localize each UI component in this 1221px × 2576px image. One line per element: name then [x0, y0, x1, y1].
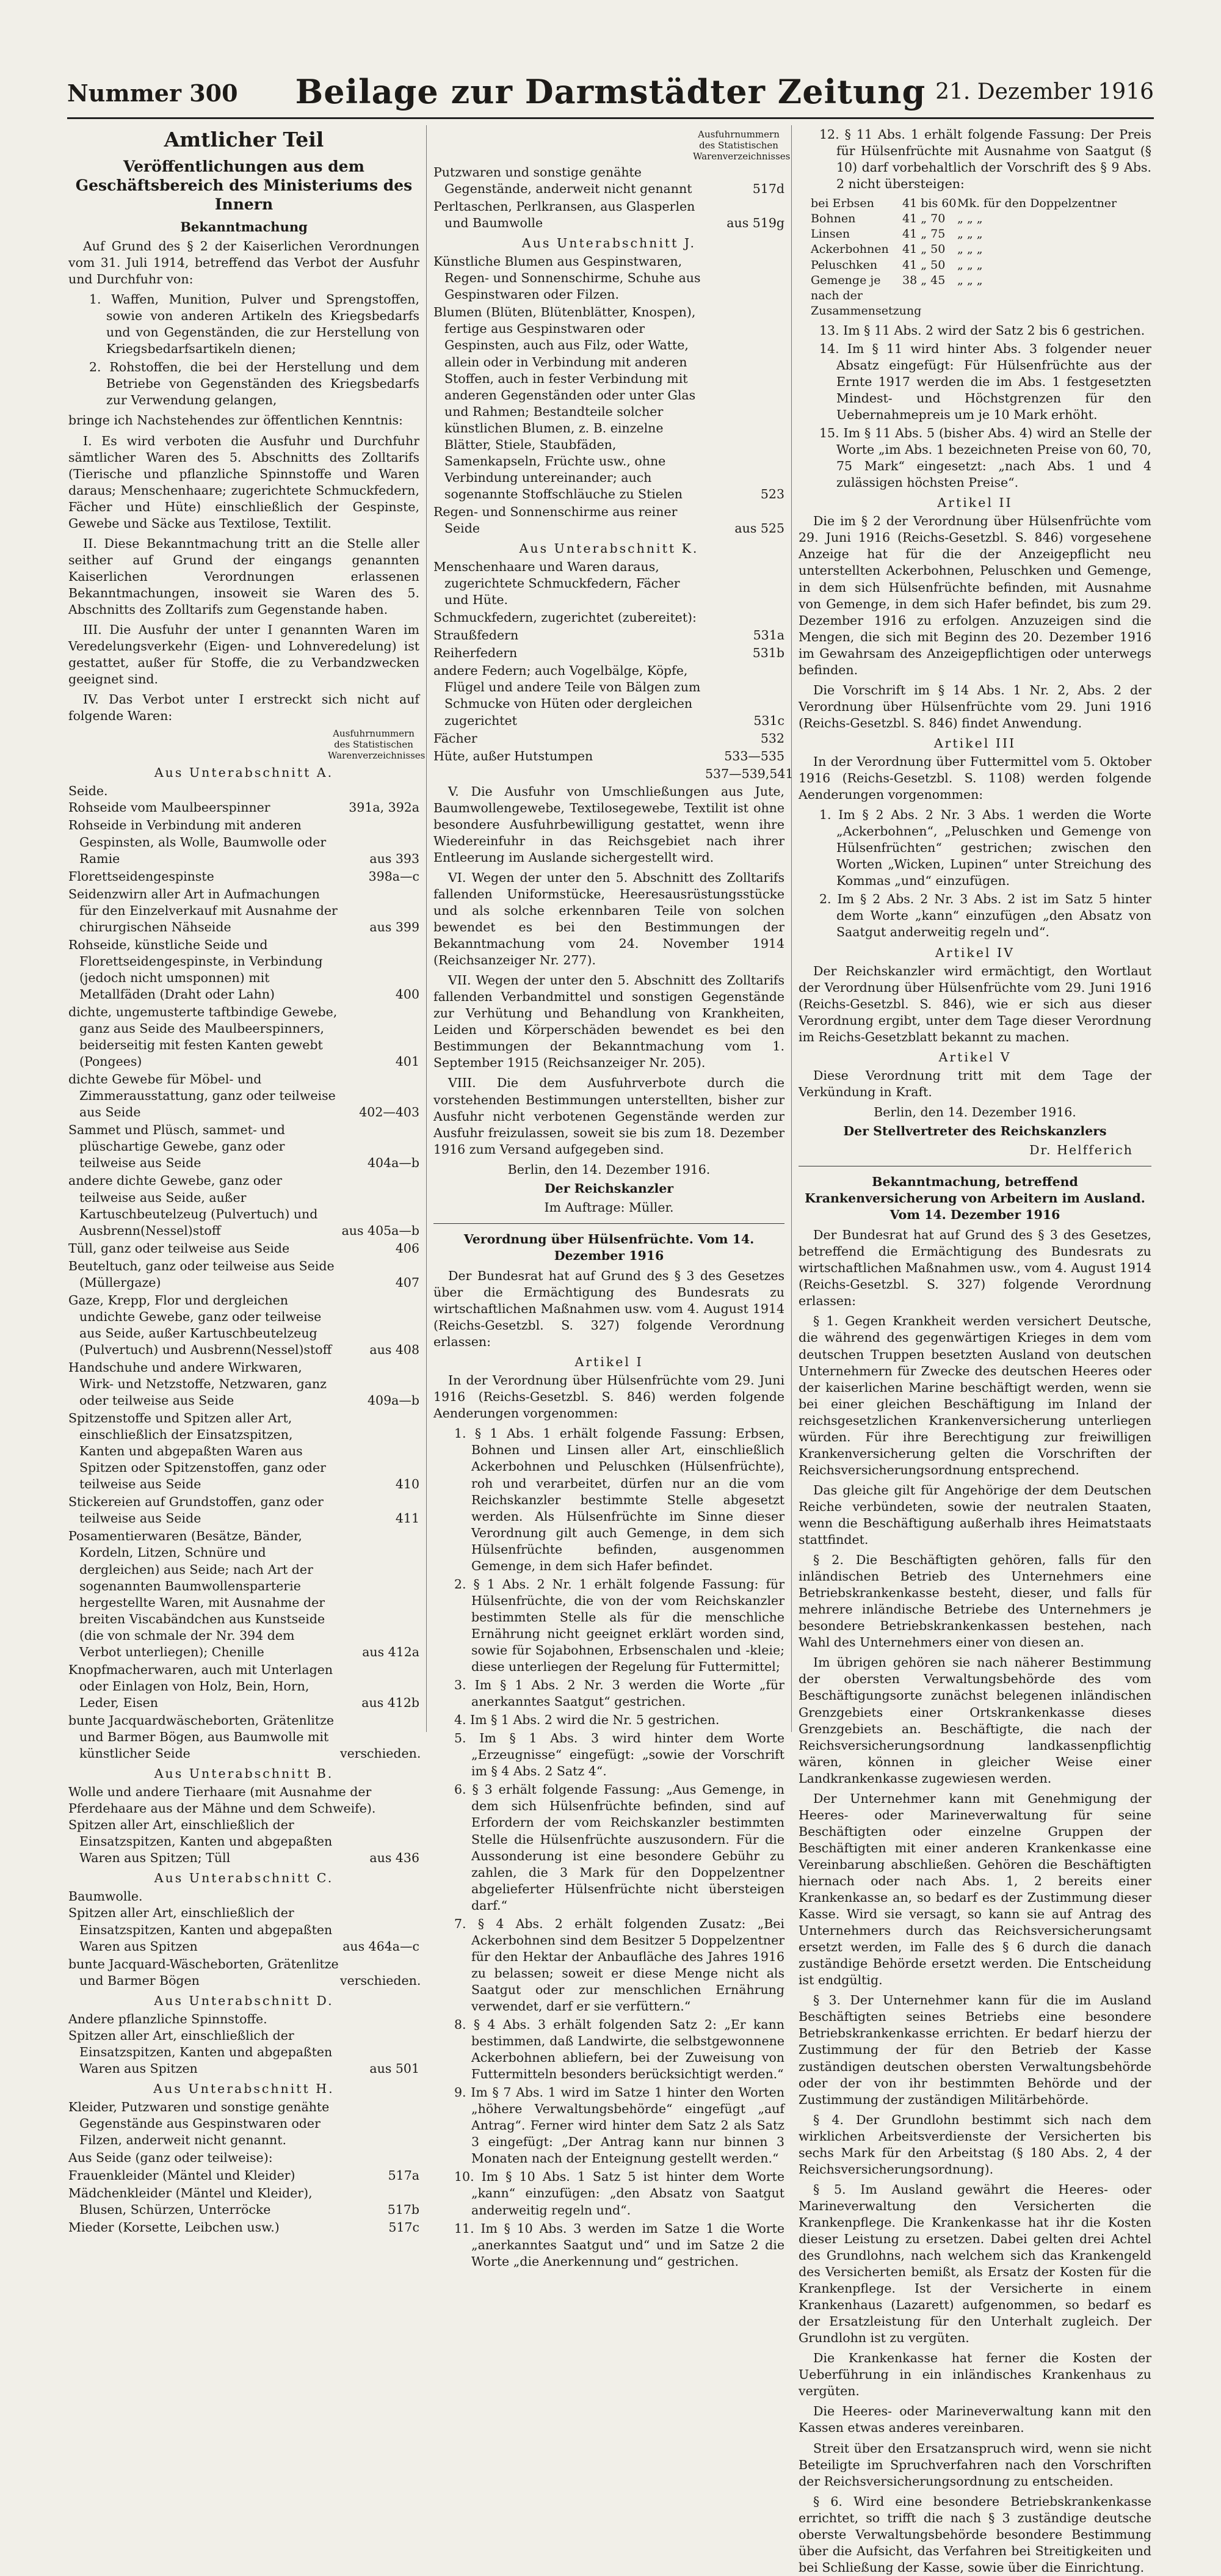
paragraph-group [799, 1313, 1151, 2575]
paragraph: Die Vorschrift im § 14 Abs. 1 Nr. 2, Abs. 2 der Verordnung über Hülsenfrüchte vom 29. Juni 1916 (Reichs-Gesetzbl. S. 846) findet Anwendung. [799, 682, 1151, 730]
goods-description: Aus Seide (ganz oder teilweise): [68, 2150, 273, 2166]
paragraph: Der Bundesrat hat auf Grund des § 3 des Gesetzes, betreffend die Ermächtigung des Bundesrats zu wirtschaftlichen Maßnahmen usw., vom 4. August 1914 (Reichs-Gesetzbl. S. 327) folgende Verordnung erlassen: [799, 1228, 1151, 1309]
signer-title: Der Reichskanzler [544, 1181, 674, 1196]
table-row [433, 663, 784, 729]
export-number: 407 [395, 1275, 419, 1290]
paragraph: In der Verordnung über Hülsenfrüchte vom 29. Juni 1916 (Reichs-Gesetzbl. S. 846) werden folgende Aenderungen vorgenommen: [433, 1373, 784, 1421]
goods-description: bunte Jacquard-Wäscheborten, Grätenlitze und Barmer Bögen [68, 1956, 339, 1988]
goods-description: Fächer [433, 730, 477, 746]
list-item: 2. § 1 Abs. 2 Nr. 1 erhält folgende Fassung: für Hülsenfrüchte, die von der vom Reichskanzler bestimmten Stelle als für die menschliche Ernährung nicht geeignet erklärt worden sind, sowie für Sojabohnen, Erbsenschalen und -kleie; diese unterliegen der Regelung für Futtermittel; [454, 1576, 784, 1675]
list-item: 5. Im § 1 Abs. 3 wird hinter dem Worte „Erzeugnisse“ eingefügt: „sowie der Vorschrift im § 4 Abs. 2 Satz 4“. [454, 1731, 784, 1779]
price-cell: 41 „ 75 [902, 227, 946, 241]
goods-description: Tüll, ganz oder teilweise aus Seide [68, 1240, 290, 1256]
price-cell: „ „ „ [957, 227, 983, 241]
goods-table-c [68, 1905, 419, 1988]
goods-description: Reiherfedern [433, 646, 518, 661]
price-cell: „ „ „ [957, 258, 983, 272]
price-cell: Mk. für den Doppelzentner [957, 197, 1117, 211]
table-row [68, 1258, 419, 1291]
table-row [433, 609, 784, 626]
table-row [68, 2219, 419, 2236]
paragraph: V. Die Ausfuhr von Umschließungen aus Jute, Baumwollengewebe, Textilosegewebe, Textilit ist ohne besondere Ausfuhrbewilligung gestattet, wenn ihre Wiedereinfuhr in das Reichsgebiet nach ihrer Entleerung im Auslande sichergestellt wird. [433, 784, 784, 865]
table-row [68, 1956, 419, 1989]
goods-description: Perltaschen, Perlkransen, aus Glasperlen und Baumwolle [433, 199, 695, 231]
export-number: 531a [753, 628, 784, 643]
paragraph: Die Krankenkasse hat ferner die Kosten der Ueberführung in ein inländisches Krankenhaus zu vergüten. [799, 2351, 1151, 2399]
table-row [433, 645, 784, 661]
table-row [433, 730, 784, 747]
price-cell: 41 „ 50 [902, 242, 946, 257]
column-header-text: Ausfuhrnummern des Statistischen Warenverzeichnisses [328, 728, 426, 762]
paragraph: VIII. Die dem Ausfuhrverbote durch die vorstehenden Bestimmungen unterstellten, bisher zur Ausfuhr nicht verbotenen Gegenstände werden zur Ausfuhr freizulassen, soweit sie bis zum 18. Dezember 1916 zum Versand aufgegeben sind. [433, 1075, 784, 1157]
goods-description: Spitzen aller Art, einschließlich der Einsatzspitzen, Kanten und abgepaßten Waren aus Spitzen; Tüll [68, 1817, 333, 1866]
goods-table-h [68, 2099, 419, 2236]
export-number: aus 405a—b [341, 1223, 419, 1238]
export-number: 398a—c [368, 868, 419, 884]
price-cell: 41 „ 50 [902, 258, 946, 272]
subsection-heading: Aus Unterabschnitt D. [154, 1993, 334, 2008]
list-item: 2. Rohstoffen, die bei der Herstellung und dem Betriebe von Gegenständen des Kriegsbedarfs zur Verwendung gelangen, [89, 360, 419, 408]
paragraph: IV. Das Verbot unter I erstreckt sich nicht auf folgende Waren: [68, 692, 419, 724]
paragraph: § 2. Die Beschäftigten gehören, falls für den inländischen Betrieb des Unternehmers eine Betriebskrankenkasse besteht, dieser, und falls für mehrere inländische Betriebe des Unternehmers je besondere Betriebskrankenkassen bestehen, nach Wahl des Unternehmers einer von diesen an. [799, 1552, 1151, 1650]
table-row [68, 1410, 419, 1493]
table-row [68, 817, 419, 867]
goods-description: andere dichte Gewebe, ganz oder teilweise aus Seide, außer Kartuschbeutelzeug (Pulvertuch) und Ausbrenn(Nessel)stoff [68, 1173, 318, 1238]
paragraph: I. Es wird verboten die Ausfuhr und Durchfuhr sämtlicher Waren des 5. Abschnitts des Zolltarifs (Tierische und pflanzliche Spinnstoffe und Waren daraus; Menschenhaare; zugerichtete Schmuckfedern, Fächer und Hüte) einschließlich der Gespinste, Gewebe und Säcke aus Textilose, Textilit. [68, 433, 419, 531]
table-row [68, 1528, 419, 1660]
goods-description: Schmuckfedern, zugerichtet (zubereitet): [433, 610, 697, 625]
list-item: 1. Im § 2 Abs. 2 Nr. 3 Abs. 1 werden die Worte „Ackerbohnen“, „Peluschken und Gemenge von Hülsenfrüchten“ gestrichen; zwischen den Worten „Wicken, Lupinen“ unter Streichung des Kommas „und“ einzufügen. [819, 807, 1151, 889]
list-item: 1. § 1 Abs. 1 erhält folgende Fassung: Erbsen, Bohnen und Linsen aller Art, einschließlich Ackerbohnen und Peluschken (Hülsenfrüchte), roh und verarbeitet, dürfen nur an die vom Reichskanzler bestimmte Stelle abgesetzt werden. Als Hülsenfrüchte im Sinne dieser Verordnung gilt auch Gemenge, in dem sich Hülsenfrüchte befinden, ausgenommen Gemenge, in dem sich Hafer befindet. [454, 1426, 784, 1573]
table-row [433, 304, 784, 503]
goods-description: Stickereien auf Grundstoffen, ganz oder teilweise aus Seide [68, 1494, 324, 1526]
goods-description: andere Federn; auch Vogelbälge, Köpfe, Flügel und andere Teile von Bälgen zum Schmucke von Hüten oder dergleichen zugerichtet [433, 663, 701, 728]
paragraph: Der Bundesrat hat auf Grund des § 3 des Gesetzes über die Ermächtigung des Bundesrats zu wirtschaftlichen Maßnahmen usw. vom 4. August 1914 (Reichs-Gesetzbl. S. 327) folgende Verordnung erlassen: [433, 1268, 784, 1350]
goods-description: Rohseide vom Maulbeerspinner [68, 800, 270, 815]
export-number: aus 412a [362, 1644, 419, 1659]
table-row [68, 2167, 419, 2184]
goods-table-h-cont [433, 164, 784, 231]
price-cell: „ „ „ [957, 242, 983, 257]
goods-description: Knopfmacherwaren, auch mit Unterlagen oder Einlagen von Holz, Bein, Horn, Leder, Eisen [68, 1662, 333, 1710]
goods-description: Seidenzwirn aller Art in Aufmachungen für den Einzelverkauf mit Ausnahme der chirurgischen Nähseide [68, 886, 338, 934]
subsection-heading: Aus Unterabschnitt C. [154, 1871, 334, 1886]
goods-description: Hüte, außer Hutstumpen [433, 748, 593, 763]
masthead-rule [67, 117, 1154, 119]
section-title: Amtlicher Teil [164, 128, 324, 151]
price-row [811, 196, 1151, 211]
export-number: 533—535 [724, 748, 784, 763]
table-row [68, 1662, 419, 1711]
article-number: Artikel V [938, 1049, 1012, 1064]
place-date: Berlin, den 14. Dezember 1916. [874, 1104, 1076, 1119]
list-item: 9. Im § 7 Abs. 1 wird im Satze 1 hinter den Worten „höhere Verwaltungsbehörde“ eingefügt „auf Antrag“. Ferner wird hinter dem Satz 2 als Satz 3 eingefügt: „Der Antrag kann nur binnen 3 Monaten nach der Enteignung gestellt werden.“ [454, 2085, 784, 2166]
export-number: aus 525 [734, 520, 784, 536]
subsection-heading: Aus Unterabschnitt A. [154, 765, 334, 780]
newspaper-title: Beilage zur Darmstädter Zeitung [295, 72, 926, 111]
goods-description: bunte Jacquardwäscheborten, Grätenlitze und Barmer Bögen, aus Baumwolle mit künstlicher Seide [68, 1712, 335, 1761]
category-label: Seide. [68, 784, 108, 799]
table-row [68, 2150, 419, 2166]
paragraph: Der Unternehmer kann mit Genehmigung der Heeres- oder Marineverwaltung für seine Beschäftigten oder einzelne Gruppen der Beschäftigten mit einer anderen Krankenkasse eine Vereinbarung abschließen. Gehören die Beschäftigten hiernach oder nach Abs. 1, 2 bereits einer Krankenkasse an, so bedarf es der Zustimmung dieser Kasse. Wird sie versagt, so kann sie auf Antrag des Unternehmers durch das Reichsversicherungsamt ersetzt werden, im Falle des § 6 durch die danach zuständige Behörde ersetzt werden. Die Entscheidung ist endgültig. [799, 1791, 1151, 1988]
list-item: 15. Im § 11 Abs. 5 (bisher Abs. 4) wird an Stelle der Worte „im Abs. 1 bezeichneten Preise von 60, 70, 75 Mark“ eingesetzt: „nach Abs. 1 und 4 zulässigen höchsten Preise“. [819, 426, 1151, 490]
table-row [68, 1122, 419, 1171]
paragraph: Diese Verordnung tritt mit dem Tage der Verkündung in Kraft. [799, 1068, 1151, 1099]
goods-table-b [68, 1817, 419, 1866]
table-row [68, 1817, 419, 1866]
price-table [811, 196, 1151, 319]
goods-description: Blumen (Blüten, Blütenblätter, Knospen), fertige aus Gespinstwaren oder Gespinsten, auch aus Filz, oder Watte, allein oder in Verbindung mit anderen Stoffen, auch in fester Verbindung mit anderen Gegenständen oder unter Glas und Rahmen; Bestandteile solcher künstlichen Blumen, z. B. einzelne Blätter, Stiele, Staubfäden, Samenkapseln, Früchte usw., ohne Verbindung untereinander; auch sogenannte Stoffschläuche zu Stielen [433, 305, 696, 501]
table-row [68, 1359, 419, 1409]
export-number: 410 [395, 1477, 419, 1492]
column-divider [426, 125, 427, 1732]
export-number: 531c [753, 713, 784, 728]
export-number: 400 [395, 986, 419, 1002]
export-number: aus 393 [369, 851, 419, 866]
price-row [811, 258, 1151, 273]
price-cell: Bohnen [811, 212, 856, 226]
signer-title: Der Stellvertreter des Reichskanzlers [843, 1123, 1107, 1138]
table-row [433, 559, 784, 608]
list-item: 6. § 3 erhält folgende Fassung: „Aus Gemenge, in dem sich Hülsenfrüchte befinden, sind auf Erfordern der vom Reichskanzler bestimmten Stelle die Hülsenfrüchte auszusondern. Für die Aussonderung ist eine besondere Gebühr zu zahlen, die 3 Mark für den Doppelzentner abgelieferter Hülsenfrüchte nicht übersteigen darf.“ [454, 1782, 784, 1913]
export-number: 517b [387, 2202, 419, 2218]
export-number: 517c [388, 2220, 419, 2235]
paragraph: § 3. Der Unternehmer kann für die im Ausland Beschäftigten seines Betriebs eine besondere Betriebskrankenkasse errichten. Er bedarf hierzu der Zustimmung der für den Betrieb der Kasse zuständigen deutschen obersten Verwaltungsbehörde oder der von ihr bestimmten Behörde und der Zustimmung der zuständigen Militärbehörde. [799, 1993, 1151, 2107]
goods-description: Beuteltuch, ganz oder teilweise aus Seide (Müllergaze) [68, 1258, 335, 1290]
price-cell: 41 „ 70 [902, 212, 946, 226]
goods-description: Florettseidengespinste [68, 868, 214, 884]
issue-date: 21. Dezember 1916 [935, 79, 1154, 104]
table-row [68, 1240, 419, 1257]
price-cell: „ „ „ [957, 273, 983, 287]
goods-table-a [68, 799, 419, 1762]
export-number: verschieden. [340, 1746, 421, 1761]
price-cell: „ „ „ [957, 212, 983, 226]
table-row [433, 253, 784, 303]
export-number: aus 399 [369, 919, 419, 934]
numbered-list [454, 1425, 784, 2269]
numbered-list [819, 807, 1151, 941]
goods-description: dichte Gewebe für Möbel- und Zimmerausstattung, ganz oder teilweise aus Seide [68, 1072, 336, 1120]
paragraph: Auf Grund des § 2 der Kaiserlichen Verordnungen vom 31. Juli 1914, betreffend das Verbot der Ausfuhr und Durchfuhr von: [68, 239, 419, 287]
goods-description: Regen- und Sonnenschirme aus reiner Seide [433, 504, 678, 536]
goods-description: Spitzenstoffe und Spitzen aller Art, einschließlich der Einsatzspitzen, Kanten und abgepaßten Waren aus Spitzen oder Spitzenstoffen, ganz oder teilweise aus Seide [68, 1411, 326, 1492]
paragraph: Die Heeres- oder Marineverwaltung kann mit den Kassen etwas anderes vereinbaren. [799, 2404, 1151, 2436]
goods-description: Posamentierwaren (Besätze, Bänder, Kordeln, Litzen, Schnüre und dergleichen) aus Seide; nach Art der sogenannten Baumwollensparterie hergestellte Waren, mit Ausnahme der breiten Viscabändchen aus Kunstseide (die von schmale der Nr. 394 dem Verbot unterliegen); Chenille [68, 1529, 325, 1659]
list-item: 13. Im § 11 Abs. 2 wird der Satz 2 bis 6 gestrichen. [819, 322, 1145, 338]
goods-description: Straußfedern [433, 628, 519, 643]
export-number: aus 408 [369, 1342, 419, 1357]
list-item: 1. Waffen, Munition, Pulver und Sprengstoffen, sowie von anderen Artikeln des Kriegsbedarfs und von Gegenständen, die zur Herstellung von Kriegsbedarfsartikeln dienen; [89, 292, 419, 357]
goods-description: Künstliche Blumen aus Gespinstwaren, Regen- und Sonnenschirme, Schuhe aus Gespinstwaren oder Filzen. [433, 254, 701, 302]
paragraph: VI. Wegen der unter den 5. Abschnitt des Zolltarifs fallenden Uniformstücke, Heeresausrüstungsstücke und als solche erkennbaren Teile von solchen bewendet es bei den Bestimmungen der Bekanntmachung vom 24. November 1914 (Reichsanzeiger Nr. 277). [433, 870, 784, 968]
paragraph: III. Die Ausfuhr der unter I genannten Waren im Veredelungsverkehr (Eigen- und Lohnveredelung) ist gestattet, außer für Stoffe, die zu Verbandzwecken geeignet sind. [68, 622, 419, 687]
column-header-text: Ausfuhrnummern des Statistischen Warenverzeichnisses [693, 129, 791, 162]
subsection-heading: Aus Unterabschnitt H. [153, 2081, 335, 2096]
table-row [68, 1712, 419, 1762]
export-number: 523 [760, 486, 784, 501]
goods-description: Mädchenkleider (Mäntel und Kleider), Blusen, Schürzen, Unterröcke [68, 2186, 313, 2218]
list-item: 8. § 4 Abs. 3 erhält folgenden Satz 2: „Er kann bestimmen, daß Landwirte, die selbstgewonnene Ackerbohnen abliefern, bei der Zuweisung von Futtermitteln besonders berücksichtigt werden.“ [454, 2017, 784, 2082]
subsection-heading: Aus Unterabschnitt J. [521, 236, 697, 251]
table-row [433, 748, 784, 765]
goods-description: Rohseide, künstliche Seide und Florettseidengespinste, in Verbindung (jedoch nicht umsponnen) mit Metallfäden (Draht oder Lahn) [68, 937, 323, 1002]
export-number: 537—539,541 [705, 766, 794, 781]
paragraph: VII. Wegen der unter den 5. Abschnitt des Zolltarifs fallenden Verbandmittel und sonstigen Gegenstände zur Verhütung und Behandlung von Krankheiten, Leiden und Körperschäden bewendet es bei den Bestimmungen der Bekanntmachung vom 1. September 1915 (Reichsanzeiger Nr. 205). [433, 973, 784, 1071]
export-number: 406 [395, 1240, 419, 1256]
goods-table-j [433, 253, 784, 537]
article-title: Verordnung über Hülsenfrüchte. Vom 14. Dezember 1916 [463, 1231, 755, 1263]
goods-description: Putzwaren und sonstige genähte Gegenstände, anderweit nicht genannt [433, 165, 692, 197]
export-number: 409a—b [368, 1393, 419, 1408]
goods-table-k [433, 559, 794, 782]
price-cell: 41 bis 60 [902, 197, 957, 211]
goods-description: Frauenkleider (Mäntel und Kleider) [68, 2168, 295, 2183]
goods-description: Spitzen aller Art, einschließlich der Einsatzspitzen, Kanten und abgepaßten Waren aus Spitzen [68, 1905, 333, 1954]
table-row [68, 886, 419, 936]
article-number: Artikel I [574, 1355, 643, 1370]
subsection-heading: Aus Unterabschnitt B. [154, 1766, 334, 1781]
goods-table-d [68, 2028, 419, 2077]
paragraph: § 1. Gegen Krankheit werden versichert Deutsche, die während des gegenwärtigen Krieges in dem vom deutschen Truppen besetzten Ausland von deutschen Unternehmern für Zwecke des deutschen Heeres oder der kaiserlichen Marine beschäftigt werden, wenn sie bei einer gleichen Beschäftigung im Inland der reichsgesetzlichen Krankenversicherung unterliegen würden. Für ihre Berechtigung zur freiwilligen Krankenversicherung gelten die Vorschriften der Reichsversicherungsordnung entsprechend. [799, 1314, 1151, 1477]
table-row [68, 799, 419, 816]
column-3 [799, 125, 1151, 2575]
article-divider [433, 1223, 784, 1224]
table-row [68, 1292, 419, 1358]
table-row [433, 198, 784, 231]
paragraph: II. Diese Bekanntmachung tritt an die Stelle aller seither auf Grund der eingangs genannten Kaiserlichen Verordnungen erlassenen Bekanntmachungen, insoweit sie Waren des 5. Abschnitts des Zolltarifs zum Gegenstande haben. [68, 536, 419, 617]
paragraph: bringe ich Nachstehendes zur öffentlichen Kenntnis: [68, 413, 403, 428]
paragraph: In der Verordnung über Futtermittel vom 5. Oktober 1916 (Reichs-Gesetzbl. S. 1108) werden folgende Aenderungen vorgenommen: [799, 754, 1151, 802]
list-item: 7. § 4 Abs. 2 erhält folgenden Zusatz: „Bei Ackerbohnen sind dem Besitzer 5 Doppelzentner für den Hektar der Anbaufläche des Jahres 1916 zu belassen; soweit er diese Menge nicht als Saatgut oder zur menschlichen Ernährung verwendet, darf er sie verfüttern.“ [454, 1916, 784, 2014]
export-number: 401 [395, 1054, 419, 1069]
category-label: Andere pflanzliche Spinnstoffe. [68, 2011, 267, 2026]
export-number: aus 412b [361, 1695, 419, 1710]
export-number: 391a, 392a [349, 800, 419, 815]
export-number: 532 [760, 730, 784, 746]
table-row [68, 1494, 419, 1527]
table-row [68, 1004, 419, 1070]
column-1 [68, 125, 426, 2235]
price-row [811, 227, 1151, 242]
list-item: 2. Im § 2 Abs. 2 Nr. 3 Abs. 2 ist im Satz 5 hinter dem Worte „kann“ einzufügen „den Absatz von Saatgut anderweitig regeln und“. [819, 892, 1151, 940]
goods-description: Menschenhaare und Waren daraus, zugerichtete Schmuckfedern, Fächer und Hüte. [433, 559, 680, 608]
article-number: Artikel II [937, 495, 1013, 511]
paragraph: Streit über den Ersatzanspruch wird, wenn sie nicht Beteiligte im Spruchverfahren nach den Vorschriften der Reichsversicherungsordnung zu entscheiden. [799, 2440, 1151, 2489]
goods-description: Mieder (Korsette, Leibchen usw.) [68, 2220, 280, 2235]
table-row [68, 2028, 419, 2077]
goods-description: dichte, ungemusterte taftbindige Gewebe, ganz aus Seide des Maulbeerspinners, beiderseitig mit festen Kanten gewebt (Pongees) [68, 1004, 338, 1069]
price-row [811, 273, 1151, 319]
article-heading: Bekanntmachung [180, 219, 308, 235]
column-header [68, 728, 426, 762]
list-item: 12. § 11 Abs. 1 erhält folgende Fassung: Der Preis für Hülsenfrüchte mit Ausnahme von Saatgut (§ 10) darf vorbehaltlich der Vorschrift des § 9 Abs. 2 nicht übersteigen: [819, 127, 1151, 192]
column-header [433, 129, 791, 162]
export-number: aus 519g [726, 216, 784, 231]
list-item: 11. Im § 10 Abs. 3 werden im Satze 1 die Worte „anerkanntes Saatgut und“ und im Satze 2 die Worte „die Anerkennung und“ gestrichen. [454, 2221, 784, 2269]
goods-description: Sammet und Plüsch, sammet- und plüschartige Gewebe, ganz oder teilweise aus Seide [68, 1122, 285, 1171]
goods-description: Rohseide in Verbindung mit anderen Gespinsten, als Wolle, Baumwolle oder Ramie [68, 818, 327, 866]
numbered-list [819, 126, 1151, 192]
paragraph: Der Reichskanzler wird ermächtigt, den Wortlaut der Verordnung über Hülsenfrüchte vom 29. Juni 1916 (Reichs-Gesetzbl. S. 846), wie er sich aus dieser Verordnung ergibt, unter dem Tage dieser Verordnung im Reichs-Gesetzblatt bekannt zu machen. [799, 963, 1151, 1044]
goods-description: Kleider, Putzwaren und sonstige genähte Gegenstände aus Gespinstwaren oder Filzen, anderweit nicht genannt. [68, 2099, 330, 2148]
export-number: aus 436 [369, 1850, 419, 1866]
table-row [433, 164, 784, 197]
export-number: verschieden. [340, 1973, 421, 1988]
signer-name: Im Auftrage: Müller. [544, 1199, 674, 1215]
column-2 [433, 125, 794, 2269]
list-item: 4. Im § 1 Abs. 2 wird die Nr. 5 gestrichen. [454, 1712, 720, 1728]
paragraph: Im übrigen gehören sie nach näherer Bestimmung der obersten Verwaltungsbehörde des vom Beschäftigungsorte zunächst belegenen inländischen Grenzgebiets einer Ortskrankenkasse dieses Grenzgebiets an. Beschäftigte, die nach der Reichsversicherungsordnung landkassenpflichtig wären, können in gleicher Weise einer Landkrankenkasse zugewiesen werden. [799, 1655, 1151, 1786]
paragraph: Die im § 2 der Verordnung über Hülsenfrüchte vom 29. Juni 1916 (Reichs-Gesetzbl. S. 846) vorgesehene Anzeige hat für die der Anzeigepflicht neu unterstellten Ackerbohnen, Peluschken und Gemenge, in dem sich Hülsenfrüchte befinden, mit Ausnahme von Gemenge, in dem sich Hafer befindet, bis zum 29. Dezember 1916 zu erfolgen. Anzuzeigen sind die Mengen, die sich mit Beginn des 20. Dezember 1916 im Gewahrsam des Anzeigepflichtigen oder unterwegs befinden. [799, 514, 1151, 677]
paragraph: Das gleiche gilt für Angehörige der dem Deutschen Reiche verbündeten, sowie der neutralen Staaten, wenn die Beschäftigung außerhalb ihres Heimatstaats stattfindet. [799, 1482, 1151, 1548]
goods-description: Handschuhe und andere Wirkwaren, Wirk- und Netzstoffe, Netzwaren, ganz oder teilweise aus Seide [68, 1359, 327, 1408]
table-row [433, 627, 784, 644]
export-number: 517a [388, 2168, 419, 2183]
table-row [68, 1173, 419, 1239]
subsection-heading: Aus Unterabschnitt K. [519, 541, 699, 556]
table-row [68, 1071, 419, 1121]
export-number: 531b [752, 646, 784, 661]
export-number: aus 501 [369, 2061, 419, 2076]
article-number: Artikel III [933, 735, 1016, 751]
goods-description: Spitzen aller Art, einschließlich der Einsatzspitzen, Kanten und abgepaßten Waren aus Spitzen [68, 2028, 333, 2076]
table-row [68, 868, 419, 885]
list-item: 3. Im § 1 Abs. 2 Nr. 3 werden die Worte „für anerkanntes Saatgut“ gestrichen. [454, 1678, 784, 1709]
category-label: Baumwolle. [68, 1889, 143, 1904]
signer-name: Dr. Helfferich [1029, 1143, 1133, 1158]
table-row [433, 766, 794, 782]
section-subtitle: Veröffentlichungen aus dem Geschäftsbereich des Ministeriums des Innern [75, 157, 413, 214]
list-item: 10. Im § 10 Abs. 1 Satz 5 ist hinter dem Worte „kann“ einzufügen: „den Absatz von Saatgut anderweitig regeln und“. [454, 2169, 784, 2218]
numbered-list [89, 291, 419, 409]
category-label: Wolle und andere Tierhaare (mit Ausnahme der Pferdehaare aus der Mähne und dem Schweife). [68, 1785, 376, 1816]
price-cell: Peluschken [811, 258, 878, 272]
paragraph: § 6. Wird eine besondere Betriebskrankenkasse errichtet, so trifft die nach § 3 zuständige deutsche oberste Verwaltungsbehörde besondere Bestimmung über die Aufsicht, das Verfahren bei Streitigkeiten und bei Schließung der Kasse, sowie über die Einrichtung. [799, 2494, 1151, 2575]
table-row [68, 2099, 419, 2148]
list-item: 14. Im § 11 wird hinter Abs. 3 folgender neuer Absatz eingefügt: Für Hülsenfrüchte aus der Ernte 1917 werden die im Abs. 1 festgesetzten Mindest- und Höchstgrenzen für den Uebernahmepreis um je 10 Mark erhöht. [819, 341, 1151, 423]
price-row [811, 211, 1151, 227]
paragraph: § 5. Im Ausland gewährt die Heeres- oder Marineverwaltung den Versicherten die Krankenpflege. Die Krankenkasse hat ihr die Kosten dieser Leistung zu ersetzen. Dabei gelten drei Achtel des Grundlohns, nach welchem sich das Krankengeld des Versicherten bemißt, als Ersatz der Kosten für die Krankenpflege. Ist der Versicherte in einem Krankenhaus (Lazarett) aufgenommen, so bedarf es der Ersatzleistung für den Unterhalt zugleich. Der Grundlohn ist zu vergüten. [799, 2181, 1151, 2346]
price-cell: Ackerbohnen [811, 242, 889, 257]
goods-description: Gaze, Krepp, Flor und dergleichen undichte Gewebe, ganz oder teilweise aus Seide, außer Kartuschbeutelzeug (Pulvertuch) und Ausbrenn(Nessel)stoff [68, 1292, 332, 1357]
price-cell: Linsen [811, 227, 850, 241]
article-title: Bekanntmachung, betreffend Krankenversicherung von Arbeitern im Ausland. Vom 14. Dezember 1916 [805, 1174, 1145, 1223]
export-number: aus 464a—c [342, 1938, 419, 1954]
export-number: 404a—b [368, 1155, 419, 1171]
article-number: Artikel IV [935, 945, 1015, 960]
paragraph: § 4. Der Grundlohn bestimmt sich nach dem wirklichen Arbeitsverdienste der Versicherten bis sechs Mark für den Arbeitstag (§ 180 Abs. 2, 4 der Reichsversicherungsordnung). [799, 2112, 1151, 2177]
export-number: 402—403 [359, 1105, 419, 1120]
price-cell: Gemenge je nach der Zusammensetzung [811, 273, 922, 318]
place-date: Berlin, den 14. Dezember 1916. [507, 1162, 711, 1177]
table-row [68, 2185, 419, 2218]
table-row [433, 504, 784, 537]
column-divider [791, 125, 792, 1732]
table-row [68, 1905, 419, 1954]
price-row [811, 242, 1151, 257]
issue-number: Nummer 300 [67, 79, 238, 107]
export-number: 517d [752, 181, 784, 197]
export-number: 411 [395, 1511, 419, 1526]
masthead [67, 72, 1154, 115]
price-cell: bei Erbsen [811, 197, 874, 211]
numbered-list [819, 322, 1151, 491]
table-row [68, 937, 419, 1003]
price-cell: 38 „ 45 [902, 273, 946, 287]
